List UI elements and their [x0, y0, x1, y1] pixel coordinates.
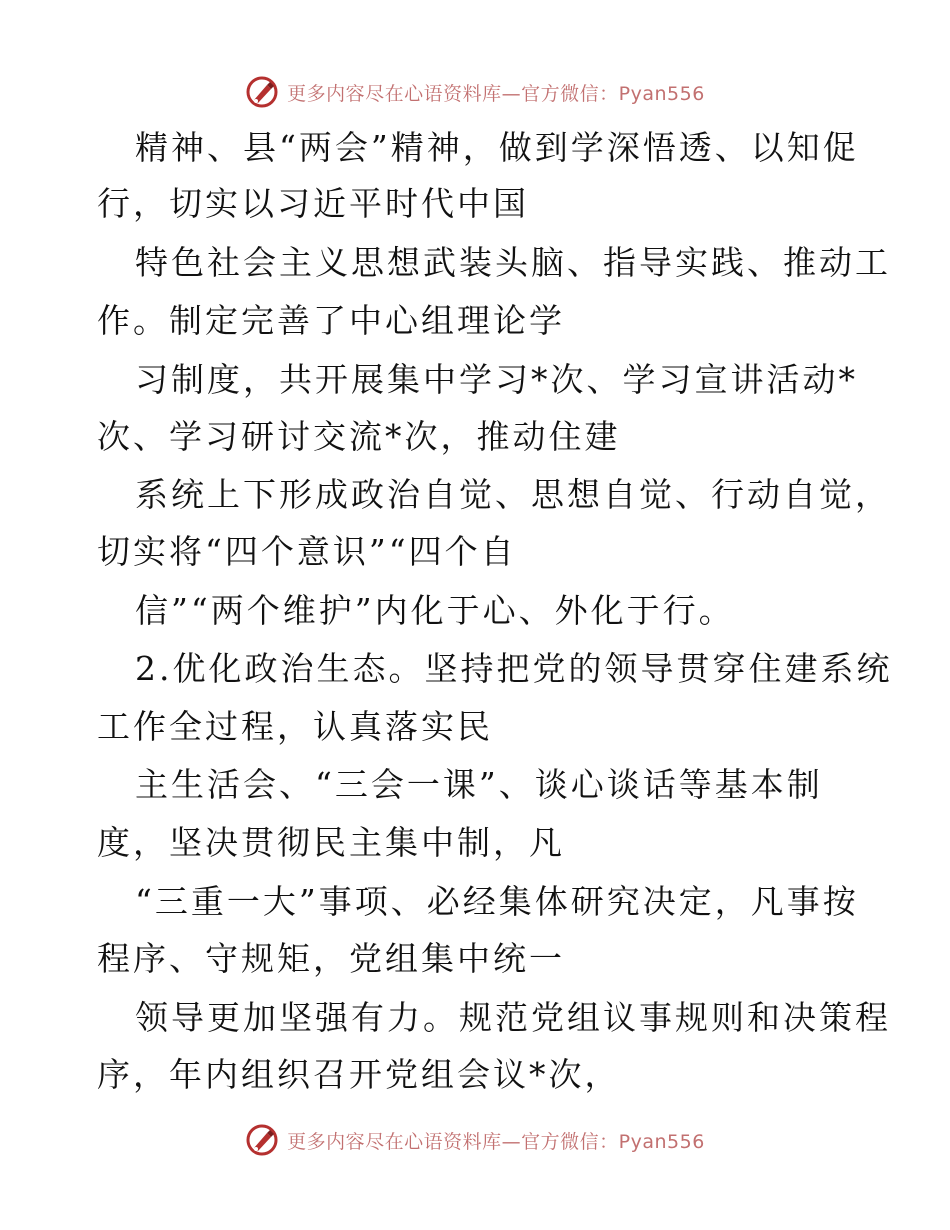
- text-line: 2.优化政治生态。坚持把党的领导贯穿住建系统: [135, 649, 893, 688]
- pen-seal-logo-icon: [245, 75, 279, 109]
- text-line: 序，年内组织召开党组会议*次，: [97, 1055, 621, 1094]
- text-line: 领导更加坚强有力。规范党组议事规则和决策程: [135, 998, 891, 1037]
- text-line: 度，坚决贯彻民主集中制，凡: [97, 823, 565, 862]
- text-line: 行，切实以习近平时代中国: [97, 184, 529, 223]
- text-line: 次、学习研讨交流*次，推动住建: [97, 417, 621, 456]
- pen-seal-logo-icon: [245, 1123, 279, 1157]
- text-line: 系统上下形成政治自觉、思想自觉、行动自觉，: [135, 475, 891, 514]
- text-line: 精神、县“两会”精神，做到学深悟透、以知促: [135, 128, 859, 167]
- watermark-text: 更多内容尽在心语资料库—官方微信：Pyan556: [287, 82, 705, 105]
- header-watermark: [0, 72, 950, 112]
- text-line: 工作全过程，认真落实民: [97, 707, 493, 746]
- footer-watermark: [0, 1120, 950, 1160]
- text-line: 主生活会、“三会一课”、谈心谈话等基本制: [135, 765, 823, 804]
- text-line: “三重一大”事项、必经集体研究决定，凡事按: [135, 882, 859, 921]
- text-line: 习制度，共开展集中学习*次、学习宣讲活动*: [135, 360, 858, 399]
- text-line: 特色社会主义思想武装头脑、指导实践、推动工: [135, 243, 891, 282]
- text-line: 信”“两个维护”内化于心、外化于行。: [135, 591, 735, 630]
- watermark-text: 更多内容尽在心语资料库—官方微信：Pyan556: [287, 1130, 705, 1153]
- text-line: 切实将“四个意识”“四个自: [97, 532, 517, 571]
- text-line: 作。制定完善了中心组理论学: [97, 301, 565, 340]
- text-line: 程序、守规矩，党组集中统一: [97, 939, 565, 978]
